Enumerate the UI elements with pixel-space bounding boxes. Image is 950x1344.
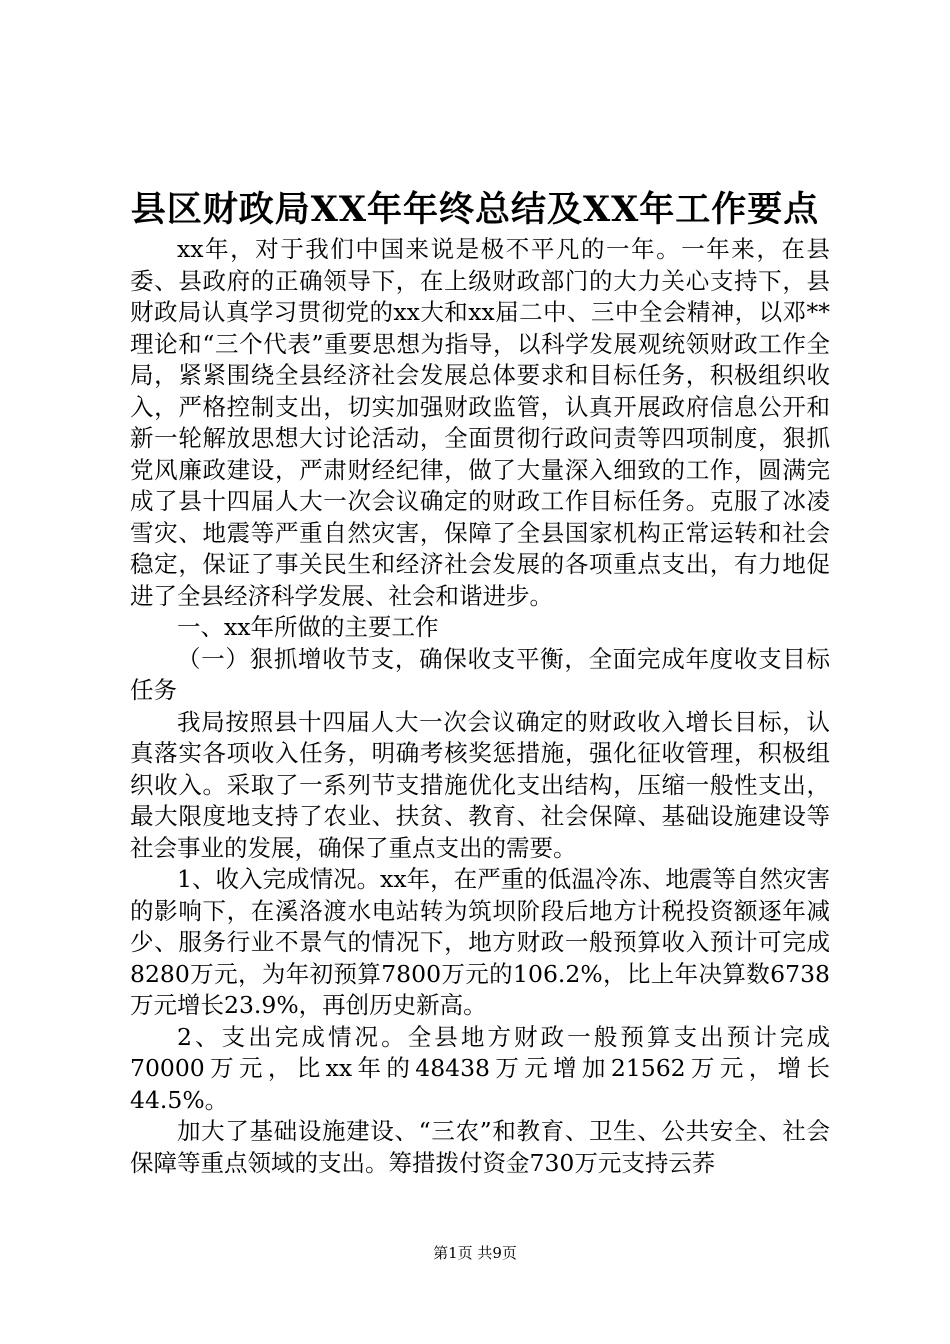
document-title: 县区财政局XX年年终总结及XX年工作要点 (130, 189, 820, 230)
paragraph-income: 1、收入完成情况。xx年，在严重的低温冷冻、地震等自然灾害的影响下，在溪洛渡水电站转为筑坝阶段后地方计税投资额逐年减少、服务行业不景气的情况下，地方财政一般预算收入预计可完成8280万元，为年初预算7800万元的106.2%，比上年决算数6738万元增长23.9%，再创历史新高。 (130, 865, 830, 1019)
paragraph-expenditure: 2、支出完成情况。全县地方财政一般预算支出预计完成70000万元，比xx年的48438万元增加21562万元，增长44.5%。 (130, 1022, 830, 1114)
page-footer: 第1页 共9页 (433, 1244, 517, 1262)
paragraph-revenue-overview: 我局按照县十四届人大一次会议确定的财政收入增长目标，认真落实各项收入任务，明确考核奖惩措施，强化征收管理，积极组织收入。采取了一系列节支措施优化支出结构，压缩一般性支出，最大限度地支持了农业、扶贫、教育、社会保障、基础设施建设等社会事业的发展，确保了重点支出的需要。 (130, 707, 830, 862)
section-heading: 一、xx年所做的主要工作 (177, 613, 439, 641)
paragraph-intro: xx年，对于我们中国来说是极不平凡的一年。一年来，在县委、县政府的正确领导下，在上级财政部门的大力关心支持下，县财政局认真学习贯彻党的xx大和xx届二中、三中全会精神，以邓**理论和“三个代表”重要思想为指导，以科学发展观统领财政工作全局，紧紧围绕全县经济社会发展总体要求和目标任务，积极组织收入，严格控制支出，切实加强财政监管，认真开展政府信息公开和新一轮解放思想大讨论活动，全面贯彻行政问责等四项制度，狠抓党风廉政建设，严肃财经纪律，做了大量深入细致的工作，圆满完成了县十四届人大一次会议确定的财政工作目标任务。克服了冰凌雪灾、地震等严重自然灾害，保障了全县国家机构正常运转和社会稳定，保证了事关民生和经济社会发展的各项重点支出，有力地促进了全县经济科学发展、社会和谐进步。 (130, 235, 830, 610)
document-body (130, 234, 830, 1179)
subsection-heading: （一）狠抓增收节支，确保收支平衡，全面完成年度收支目标任务 (130, 644, 830, 704)
paragraph-key-spending: 加大了基础设施建设、“三农”和教育、卫生、公共安全、社会保障等重点领域的支出。筹措拨付资金730万元支持云荞 (130, 1117, 830, 1177)
